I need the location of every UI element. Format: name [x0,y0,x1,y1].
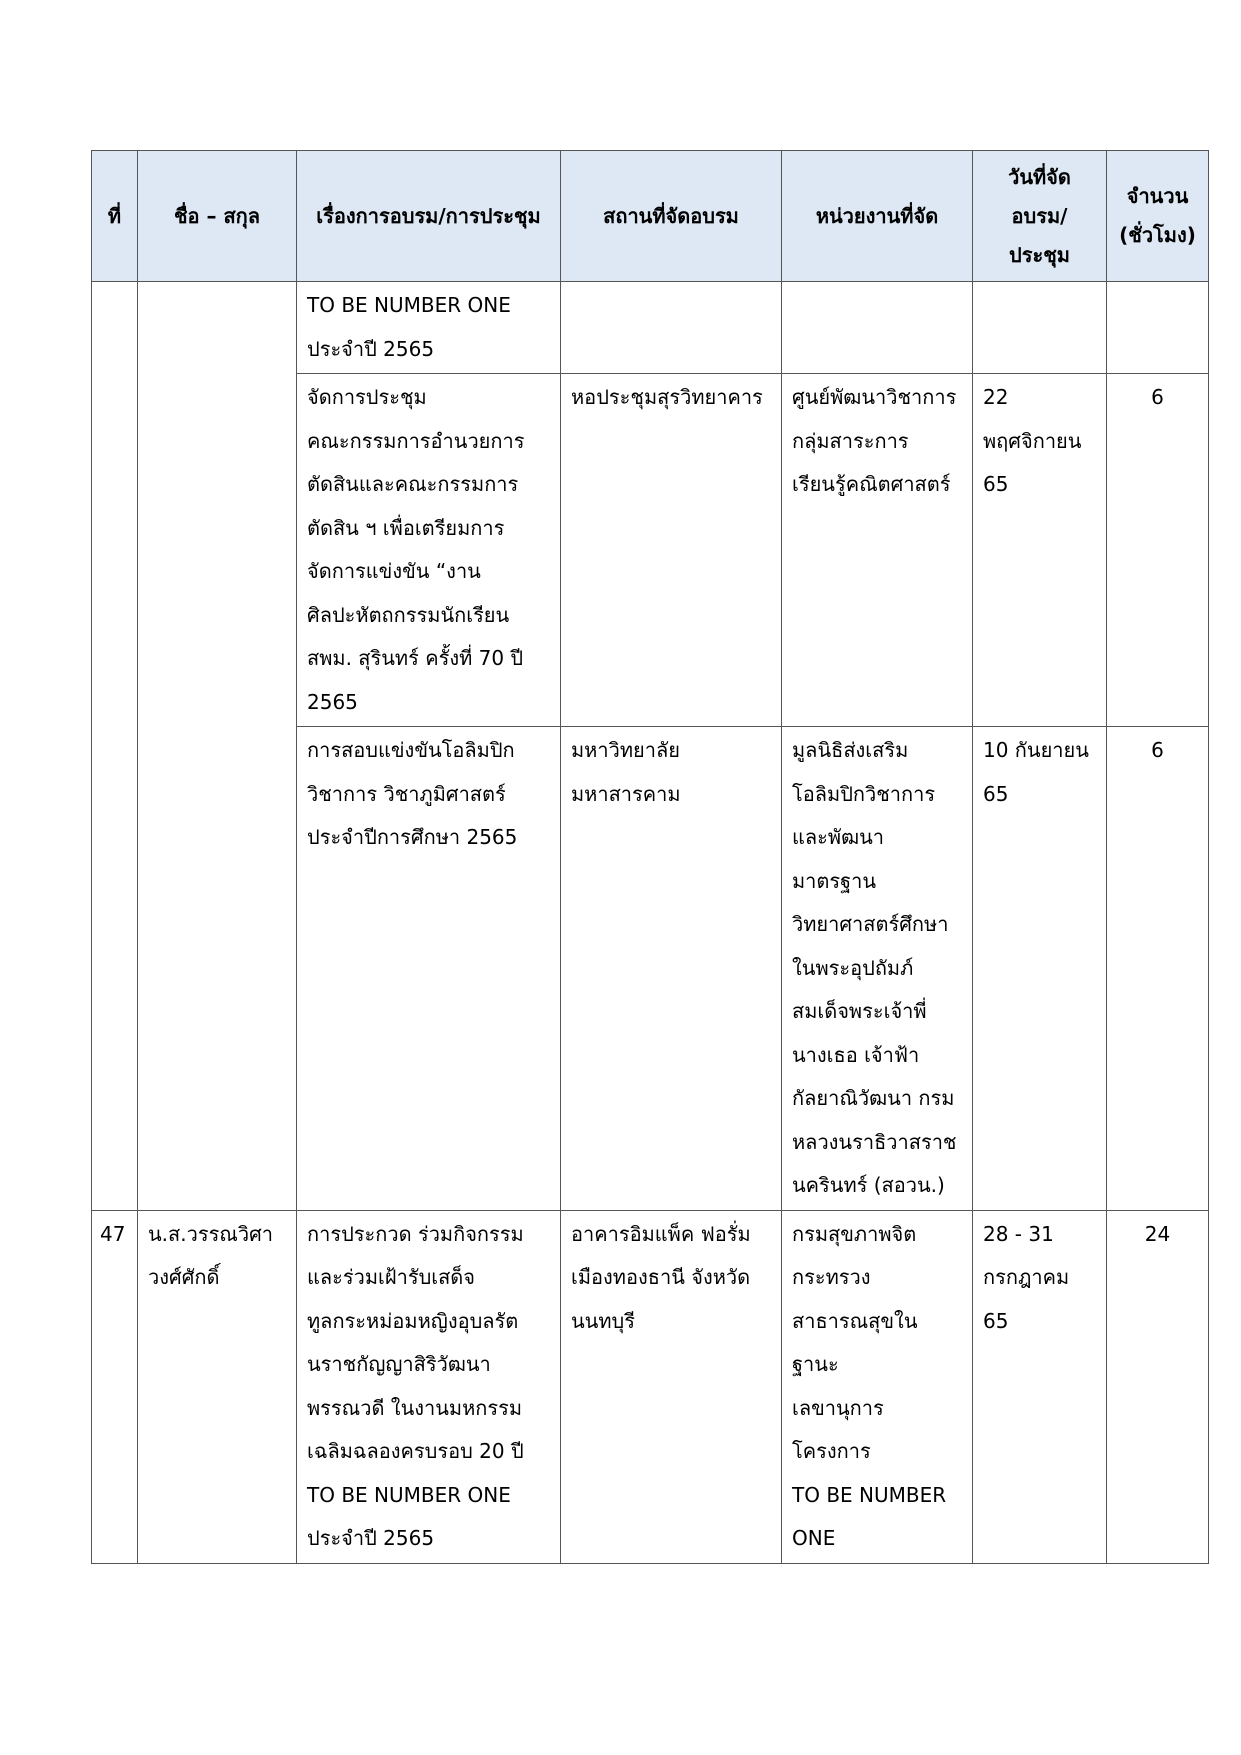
cell-agency: กรมสุขภาพจิต กระทรวง สาธารณสุขในฐานะ เลขานุการโครงการ TO BE NUMBER ONE [782,1210,973,1563]
table-header-row [92,151,1209,282]
cell-hours: 24 [1107,1210,1209,1563]
cell-topic: การประกวด ร่วมกิจกรรม และร่วมเฝ้ารับเสด็จ ทูลกระหม่อมหญิงอุบลรัต นราชกัญญาสิริวัฒนา พรรณวดี ในงานมหกรรม เฉลิมฉลองครบรอบ 20 ปี TO BE NUMBER ONE ประจำปี 2565 [297,1210,561,1563]
header-hours: จำนวน (ชั่วโมง) [1107,151,1209,282]
cell-date: 22 พฤศจิกายน 65 [973,374,1107,727]
cell-name: น.ส.วรรณวิศา วงศ์ศักดิ์ [138,1210,297,1563]
cell-agency [782,282,973,374]
cell-agency: ศูนย์พัฒนาวิชาการ กลุ่มสาระการ เรียนรู้คณิตศาสตร์ [782,374,973,727]
cell-no-continued [92,282,138,1211]
training-record-table [91,150,1209,1564]
cell-hours: 6 [1107,727,1209,1211]
cell-topic: TO BE NUMBER ONE ประจำปี 2565 [297,282,561,374]
header-place: สถานที่จัดอบรม [561,151,782,282]
cell-place: มหาวิทยาลัย มหาสารคาม [561,727,782,1211]
cell-agency: มูลนิธิส่งเสริม โอลิมปิกวิชาการ และพัฒนา มาตรฐาน วิทยาศาสตร์ศึกษา ในพระอุปถัมภ์ สมเด็จพระเจ้าพี่ นางเธอ เจ้าฟ้า กัลยาณิวัฒนา กรม หลวงนราธิวาสราช นครินทร์ (สอวน.) [782,727,973,1211]
header-agency: หน่วยงานที่จัด [782,151,973,282]
cell-date [973,282,1107,374]
cell-topic: การสอบแข่งขันโอลิมปิก วิชาการ วิชาภูมิศาสตร์ ประจำปีการศึกษา 2565 [297,727,561,1211]
header-no: ที่ [92,151,138,282]
table-row [92,282,1209,374]
table-row [92,1210,1209,1563]
cell-name-continued [138,282,297,1211]
header-topic: เรื่องการอบรม/การประชุม [297,151,561,282]
cell-place [561,282,782,374]
cell-hours: 6 [1107,374,1209,727]
cell-date: 28 - 31 กรกฎาคม 65 [973,1210,1107,1563]
header-name: ชื่อ – สกุล [138,151,297,282]
cell-no: 47 [92,1210,138,1563]
cell-hours [1107,282,1209,374]
cell-place: อาคารอิมแพ็ค ฟอรั่ม เมืองทองธานี จังหวัด นนทบุรี [561,1210,782,1563]
header-date: วันที่จัด อบรม/ ประชุม [973,151,1107,282]
cell-place: หอประชุมสุรวิทยาคาร [561,374,782,727]
cell-date: 10 กันยายน 65 [973,727,1107,1211]
cell-topic: จัดการประชุม คณะกรรมการอำนวยการ ตัดสินและคณะกรรมการ ตัดสิน ฯ เพื่อเตรียมการ จัดการแข่งขัน “งาน ศิลปะหัตถกรรมนักเรียน สพม. สุรินทร์ ครั้งที่ 70 ปี 2565 [297,374,561,727]
